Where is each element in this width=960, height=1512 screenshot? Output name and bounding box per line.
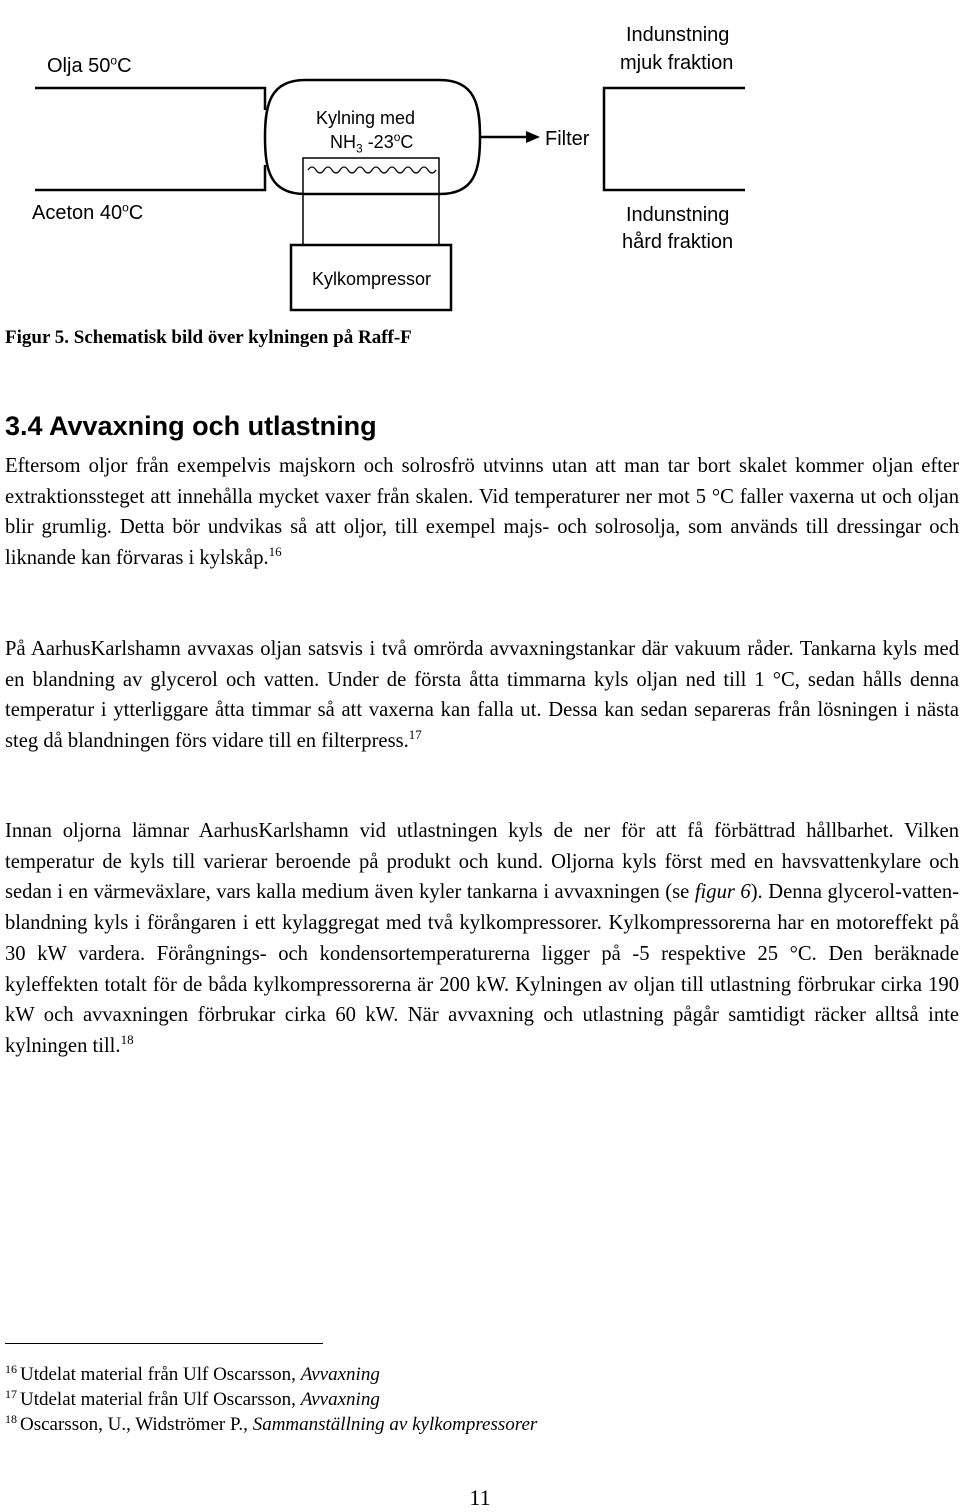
paragraph-2 [5,634,959,757]
footnote-text: Oscarsson, U., Widströmer P., [20,1414,253,1435]
filter-label: Filter [545,128,590,150]
paragraph-3-text-a: Innan oljorna lämnar AarhusKarlshamn vid utlastningen kyls de ner för att få förbättrad hållbarhet. Vilken temperatur de kyls till varierar beroende på produkt och kund. Oljorna kyls först med en havsvattenkylare och sedan i en värmeväxlare, vars kalla medium även kyler tankarna i avvaxningen (se [5,820,959,904]
footnote-title: Avvaxning [300,1364,380,1385]
evap-hard-line1: Indunstning [626,204,730,226]
cooling-label-line2: $NH_3$ -23$^o$C [330,130,414,156]
paragraph-1-text: Eftersom oljor från exempelvis majskorn och solrosfrö utvinns utan att man tar bort skalet kommer oljan efter extraktionssteget att innehålla mycket vaxer från skalen. Vid temperaturer ner mot 5 °C faller vaxerna ut och oljan blir grumlig. Detta bör undvikas så att oljor, till exempel majs- och solrosolja, som används till dressingar och liknande kan förvaras i kylskåp. [5,455,959,570]
footnote-18 [5,1407,537,1437]
schematic-drawing [0,0,960,330]
cooling-schematic [0,0,960,330]
evap-soft-line2: mjuk fraktion [620,52,734,74]
olja-label: Olja 50$^o$C [47,53,132,77]
cooling-label-line1: Kylning med [316,108,416,128]
hard-fraction-line [604,137,745,190]
outlet-arrowhead [526,131,540,143]
footnote-number: 18 [5,1412,17,1426]
paragraph-3 [5,816,959,1062]
footnote-separator [5,1343,323,1344]
footnote-number: 16 [5,1362,17,1376]
evap-hard-line2: hård fraktion [622,231,734,253]
compressor-label: Kylkompressor [312,269,432,289]
paragraph-1 [5,451,959,574]
soft-fraction-line [604,88,745,137]
aceton-line [35,165,265,190]
footnote-ref-16: 16 [268,544,282,560]
footnote-ref-18: 18 [120,1031,134,1047]
footnote-text: Utdelat material från Ulf Oscarsson, [20,1364,301,1385]
page-number: 11 [469,1485,491,1510]
paragraph-2-text: På AarhusKarlshamn avvaxas oljan satsvis i två omrörda avvaxningstankar där vakuum råder. Tankarna kyls med en blandning av glycerol och vatten. Under de första åtta timmarna kyls oljan ned till 1 °C, sedan hålls denna temperatur i ytterliggare åtta timmar så att vaxerna kan falla ut. Dessa kan sedan separeras från lösningen i nästa steg då blandningen förs vidare till en filterpress. [5,638,959,753]
aceton-label: Aceton 40$^o$C [32,200,144,224]
footnote-number: 17 [5,1387,17,1401]
coil-box [303,158,439,194]
footnote-title: Sammanställning av kylkompressorer [252,1414,538,1435]
olja-line [35,88,265,110]
footnote-ref-17: 17 [408,727,422,743]
figure-reference: figur 6 [694,881,751,904]
footnote-text: Utdelat material från Ulf Oscarsson, [20,1389,301,1410]
coil-wave [308,167,436,173]
figure-caption: Figur 5. Schematisk bild över kylningen på Raff-F [5,327,412,348]
footnote-title: Avvaxning [300,1389,380,1410]
section-heading: 3.4 Avvaxning och utlastning [5,411,377,441]
evap-soft-line1: Indunstning [626,24,730,46]
paragraph-3-text-b: ). Denna glycerol-vatten-blandning kyls i förångaren i ett kylaggregat med två kylkompressorer. Kylkompressorerna har en motoreffekt på 30 kW vardera. Förångnings- och kondensortemperaturerna ligger på -5 respektive 25 °C. Den beräknade kyleffekten totalt för de båda kylkompressorerna är 200 kW. Kylningen av oljan till utlastning förbrukar cirka 190 kW och avvaxningen förbrukar cirka 60 kW. När avvaxning och utlastning pågår samtidigt räcker alltså inte kylningen till. [5,881,959,1057]
